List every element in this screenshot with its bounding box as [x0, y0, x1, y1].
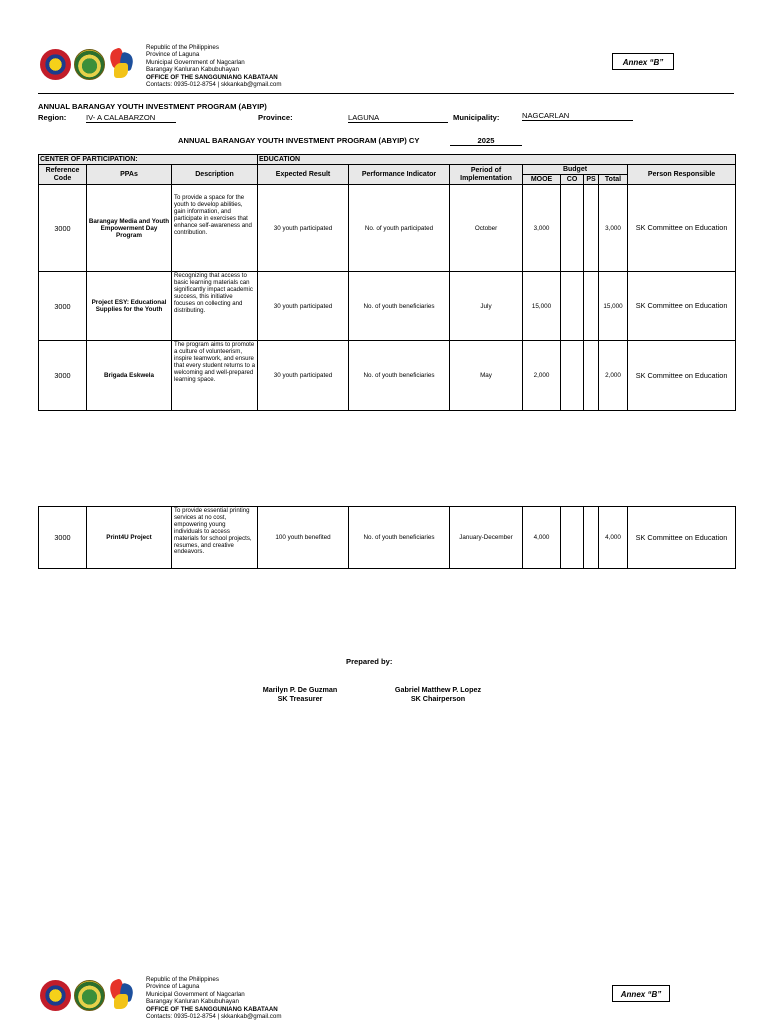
table-row	[39, 507, 736, 569]
header-ref: Reference Code	[39, 165, 87, 185]
cell-expected-result: 30 youth participated	[258, 341, 349, 411]
chairperson-signature	[378, 685, 498, 703]
cell-ps	[584, 341, 599, 411]
cell-mooe: 15,000	[523, 272, 561, 341]
province-value: LAGUNA	[348, 113, 448, 123]
cell-person: SK Committee on Education	[628, 507, 736, 569]
cell-co	[561, 341, 584, 411]
footer-line: Province of Laguna	[146, 983, 200, 991]
footer-line: Republic of the Philippines	[146, 976, 219, 983]
cell-expected-result: 30 youth participated	[258, 185, 349, 272]
header-line: Barangay Kanluran Kabubuhayan	[146, 66, 239, 74]
cell-ppa: Print4U Project	[87, 507, 172, 569]
cell-period: January-December	[450, 507, 523, 569]
cell-ppa: Barangay Media and Youth Empowerment Day Program	[87, 185, 172, 272]
cell-indicator: No. of youth beneficiaries	[349, 272, 450, 341]
cell-ppa: Brigada Eskwela	[87, 341, 172, 411]
cell-mooe: 4,000	[523, 507, 561, 569]
chairperson-title: SK Chairperson	[410, 694, 466, 703]
cell-co	[561, 272, 584, 341]
header-co: CO	[561, 175, 584, 185]
cell-description: To provide a space for the youth to develop abilities, gain information, and participate in exercises that enhance self-awareness and contribution.	[172, 185, 258, 272]
municipal-seal-logo	[74, 49, 105, 80]
cell-person: SK Committee on Education	[628, 272, 736, 341]
region-value: IV- A CALABARZON	[86, 113, 176, 123]
cell-co	[561, 507, 584, 569]
header-total: Total	[599, 175, 628, 185]
footer-address	[146, 976, 282, 1020]
cell-ps	[584, 272, 599, 341]
cell-mooe: 3,000	[523, 185, 561, 272]
municipal-seal-logo	[74, 980, 105, 1011]
header-line: Republic of the Philippines	[146, 44, 219, 51]
footer-contacts: Contacts: 0935-012-8754 | skkankab@gmail.com	[146, 1013, 282, 1021]
cell-indicator: No. of youth participated	[349, 185, 450, 272]
header-office: OFFICE OF THE SANGGUNIANG KABATAAN	[146, 73, 278, 81]
cell-ref: 3000	[39, 185, 87, 272]
bagong-pilipinas-logo	[40, 49, 71, 80]
cell-description: Recognizing that access to basic learning materials can significantly impact academic success, this initiative focuses on collecting and distributing.	[172, 272, 258, 341]
program-title: ANNUAL BARANGAY YOUTH INVESTMENT PROGRAM (ABYIP)	[38, 102, 267, 111]
treasurer-signature	[250, 685, 350, 703]
header-person: Person Responsible	[628, 165, 736, 185]
center-label: CENTER OF PARTICIPATION:	[39, 155, 258, 165]
prepared-by-label: Prepared by:	[346, 657, 393, 666]
header-ps: PS	[584, 175, 599, 185]
header-address	[146, 44, 282, 88]
cell-ppa: Project ESY: Educational Supplies for the Youth	[87, 272, 172, 341]
header-description: Description	[172, 165, 258, 185]
sk-logo	[108, 47, 136, 81]
cell-ref: 3000	[39, 507, 87, 569]
header-logos	[40, 47, 136, 81]
footer-line: Barangay Kanluran Kabubuhayan	[146, 998, 239, 1006]
cell-ps	[584, 507, 599, 569]
table-row	[39, 272, 736, 341]
municipality-value: NAGCARLAN	[522, 111, 633, 121]
header-line: Municipal Government of Nagcarlan	[146, 58, 245, 66]
header-mooe: MOOE	[523, 175, 561, 185]
cell-total: 15,000	[599, 272, 628, 341]
cell-expected-result: 30 youth participated	[258, 272, 349, 341]
header-performance-indicator: Performance Indicator	[349, 165, 450, 185]
province-label: Province:	[258, 113, 293, 122]
annex-label: Annex “B”	[612, 53, 674, 70]
cell-ref: 3000	[39, 272, 87, 341]
abyip-table-continued	[38, 506, 736, 569]
municipality-label: Municipality:	[453, 113, 500, 122]
table-row	[39, 185, 736, 272]
cell-expected-result: 100 youth benefited	[258, 507, 349, 569]
header-line: Province of Laguna	[146, 51, 200, 59]
header-period: Period of Implementation	[450, 165, 523, 185]
cell-indicator: No. of youth beneficiaries	[349, 341, 450, 411]
cell-person: SK Committee on Education	[628, 341, 736, 411]
cell-co	[561, 185, 584, 272]
footer-line: Municipal Government of Nagcarlan	[146, 990, 245, 998]
cell-person: SK Committee on Education	[628, 185, 736, 272]
chairperson-name: Gabriel Matthew P. Lopez	[394, 685, 482, 694]
cell-total: 2,000	[599, 341, 628, 411]
cy-title: ANNUAL BARANGAY YOUTH INVESTMENT PROGRAM (ABYIP) CY	[178, 136, 420, 145]
cell-indicator: No. of youth beneficiaries	[349, 507, 450, 569]
cell-ref: 3000	[39, 341, 87, 411]
header-expected-result: Expected Result	[258, 165, 349, 185]
cell-total: 4,000	[599, 507, 628, 569]
cell-description: To provide essential printing services at no cost, empowering young individuals to access materials for school projects, resumes, and creative endeavors.	[172, 507, 258, 569]
header-budget: Budget	[523, 165, 628, 175]
footer-annex-label: Annex “B”	[612, 985, 670, 1002]
footer-office: OFFICE OF THE SANGGUNIANG KABATAAN	[146, 1005, 278, 1013]
center-value: EDUCATION	[258, 155, 736, 165]
header-contacts: Contacts: 0935-012-8754 | skkankab@gmail.com	[146, 81, 282, 89]
cell-period: July	[450, 272, 523, 341]
bagong-pilipinas-logo	[40, 980, 71, 1011]
cell-period: May	[450, 341, 523, 411]
cell-mooe: 2,000	[523, 341, 561, 411]
header-divider	[38, 93, 734, 94]
region-label: Region:	[38, 113, 67, 122]
cell-total: 3,000	[599, 185, 628, 272]
cy-year: 2025	[450, 136, 522, 146]
cell-period: October	[450, 185, 523, 272]
cell-ps	[584, 185, 599, 272]
footer-logos	[40, 978, 136, 1012]
cell-description: The program aims to promote a culture of volunteerism, inspire teamwork, and ensure that every student returns to a welcoming and well-prepared learning space.	[172, 341, 258, 411]
sk-logo	[108, 978, 136, 1012]
header-ppas: PPAs	[87, 165, 172, 185]
treasurer-name: Marilyn P. De Guzman	[262, 685, 338, 694]
table-row	[39, 341, 736, 411]
abyip-table	[38, 154, 736, 411]
treasurer-title: SK Treasurer	[277, 694, 323, 703]
